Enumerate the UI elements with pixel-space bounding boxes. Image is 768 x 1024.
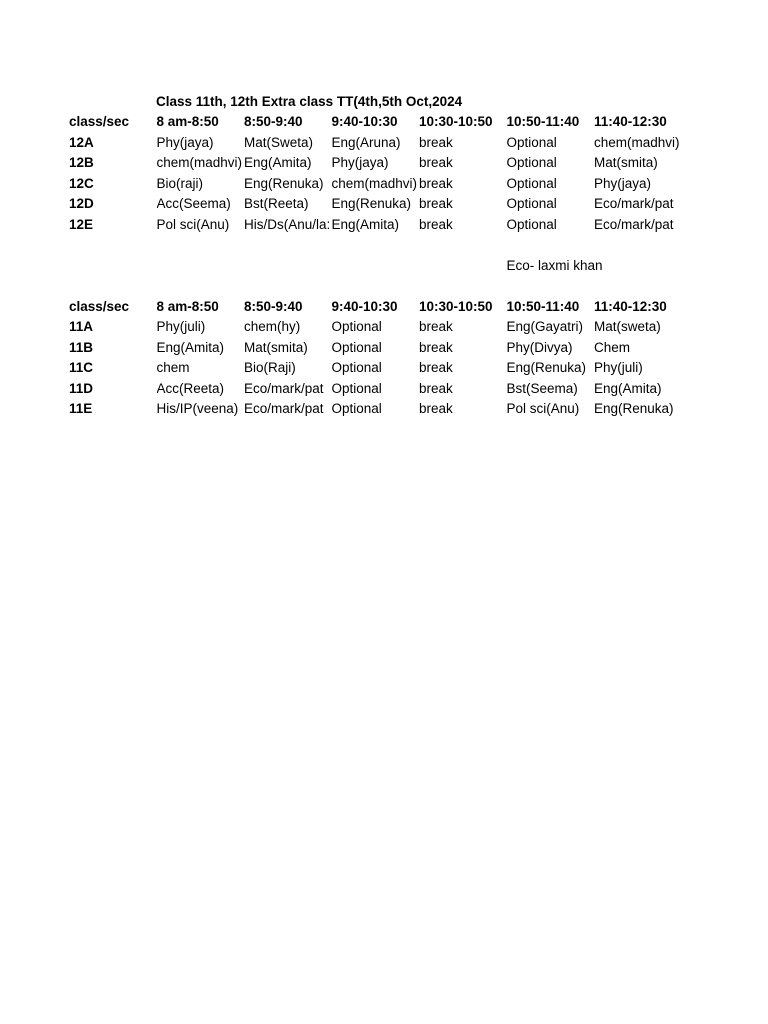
header-row: [69, 297, 749, 318]
table-class-12: [69, 112, 749, 235]
table-cell: Bio(Raji): [244, 360, 296, 375]
table-cell: Phy(jaya): [156, 134, 214, 150]
timetable-sheet: [69, 92, 749, 420]
table-row: [69, 399, 749, 420]
column-header: 10:50-11:40: [506, 114, 580, 129]
class-section-cell: 11B: [69, 339, 94, 355]
table-cell: chem(madhvi): [331, 175, 418, 191]
table-cell: Mat(smita): [594, 155, 658, 170]
table-cell: break: [419, 196, 453, 211]
table-cell: Phy(juli): [156, 319, 206, 334]
table-cell: Optional: [331, 401, 382, 416]
table-cell: His/IP(veena): [156, 401, 239, 416]
table-cell: Bio(raji): [156, 175, 204, 191]
table-cell: break: [419, 360, 453, 375]
table-cell: chem(hy): [244, 319, 301, 334]
table-cell: Optional: [506, 155, 557, 170]
table-cell: break: [419, 134, 453, 150]
class-section-cell: 11D: [69, 380, 94, 396]
table-cell: Eng(Amita): [244, 155, 312, 170]
column-header: 10:30-10:50: [419, 114, 493, 129]
eco-teacher-note: Eco- laxmi khan: [506, 257, 603, 273]
table-cell: break: [419, 319, 453, 334]
column-header: 10:30-10:50: [419, 298, 493, 314]
table-cell: Mat(smita): [244, 339, 308, 355]
table-cell: break: [419, 401, 453, 416]
table-cell: Mat(Sweta): [244, 134, 314, 150]
column-header: 11:40-12:30: [594, 298, 667, 314]
sheet-title: Class 11th, 12th Extra class TT(4th,5th Oct,2024: [156, 94, 463, 109]
table-class-11: [69, 297, 749, 420]
table-cell: Optional: [506, 216, 557, 232]
table-cell: Optional: [506, 134, 557, 150]
table-cell: Bst(Seema): [506, 380, 578, 396]
table-cell: Pol sci(Anu): [156, 216, 230, 232]
table-row: [69, 358, 749, 379]
table-cell: break: [419, 380, 453, 396]
table-cell: Eng(Amita): [594, 380, 662, 396]
table-row: [69, 317, 749, 338]
class-section-cell: 11C: [69, 360, 94, 375]
table-cell: Eco/mark/pat: [244, 401, 324, 416]
table-cell: Eco/mark/pat: [594, 196, 674, 211]
table-row: [69, 194, 749, 215]
table-cell: chem: [156, 360, 190, 375]
table-row: [69, 338, 749, 359]
table-cell: Chem: [594, 339, 631, 355]
table-cell: His/Ds(Anu/la:: [244, 216, 331, 232]
class-section-cell: 12E: [69, 216, 94, 232]
table-cell: Acc(Reeta): [156, 380, 225, 396]
table-cell: Eng(Renuka): [594, 401, 674, 416]
table-cell: Acc(Seema): [156, 196, 231, 211]
column-header: 8 am-8:50: [156, 298, 219, 314]
table-cell: Optional: [331, 360, 382, 375]
column-header: 8:50-9:40: [244, 114, 303, 129]
table-cell: Eng(Renuka): [331, 196, 412, 211]
table-cell: Optional: [331, 319, 382, 334]
column-header: class/sec: [69, 298, 130, 314]
table-row: [69, 174, 749, 195]
table-cell: Mat(sweta): [594, 319, 661, 334]
column-header: 9:40-10:30: [331, 298, 398, 314]
table-cell: chem(madhvi): [156, 155, 243, 170]
class-section-cell: 11E: [69, 401, 93, 416]
table-cell: chem(madhvi): [594, 134, 680, 150]
table-cell: Eng(Renuka): [244, 175, 324, 191]
table-cell: Optional: [331, 339, 382, 355]
column-header: 8:50-9:40: [244, 298, 303, 314]
column-header: 10:50-11:40: [506, 298, 580, 314]
table-cell: Optional: [506, 196, 557, 211]
table-cell: Pol sci(Anu): [506, 401, 580, 416]
column-header: 11:40-12:30: [594, 114, 667, 129]
table-cell: Phy(jaya): [594, 175, 652, 191]
table-cell: Eco/mark/pat: [594, 216, 674, 232]
table-cell: Phy(juli): [594, 360, 643, 375]
class-section-cell: 12A: [69, 134, 94, 150]
table-row: [69, 379, 749, 400]
table-cell: break: [419, 216, 453, 232]
table-cell: Eng(Aruna): [331, 134, 401, 150]
class-section-cell: 12D: [69, 196, 94, 211]
table-cell: Eco/mark/pat: [244, 380, 324, 396]
table-cell: Eng(Gayatri): [506, 319, 584, 334]
table-row: [69, 153, 749, 174]
blank-row: [69, 235, 749, 256]
table-cell: Eng(Renuka): [506, 360, 587, 375]
class-section-cell: 12B: [69, 155, 94, 170]
table-cell: break: [419, 155, 453, 170]
table-cell: Eng(Amita): [156, 339, 225, 355]
table-cell: break: [419, 175, 453, 191]
table-cell: Phy(jaya): [331, 155, 389, 170]
class-section-cell: 11A: [69, 319, 94, 334]
table-cell: Optional: [331, 380, 382, 396]
column-header: class/sec: [69, 114, 130, 129]
class-section-cell: 12C: [69, 175, 94, 191]
column-header: 8 am-8:50: [156, 114, 219, 129]
table-cell: Phy(Divya): [506, 339, 573, 355]
table-cell: break: [419, 339, 453, 355]
table-row: [69, 215, 749, 236]
table-cell: Bst(Reeta): [244, 196, 309, 211]
table-cell: Eng(Amita): [331, 216, 400, 232]
table-cell: Optional: [506, 175, 557, 191]
header-row: [69, 112, 749, 133]
column-header: 9:40-10:30: [331, 114, 398, 129]
table-row: [69, 133, 749, 154]
blank-row: [69, 276, 749, 297]
